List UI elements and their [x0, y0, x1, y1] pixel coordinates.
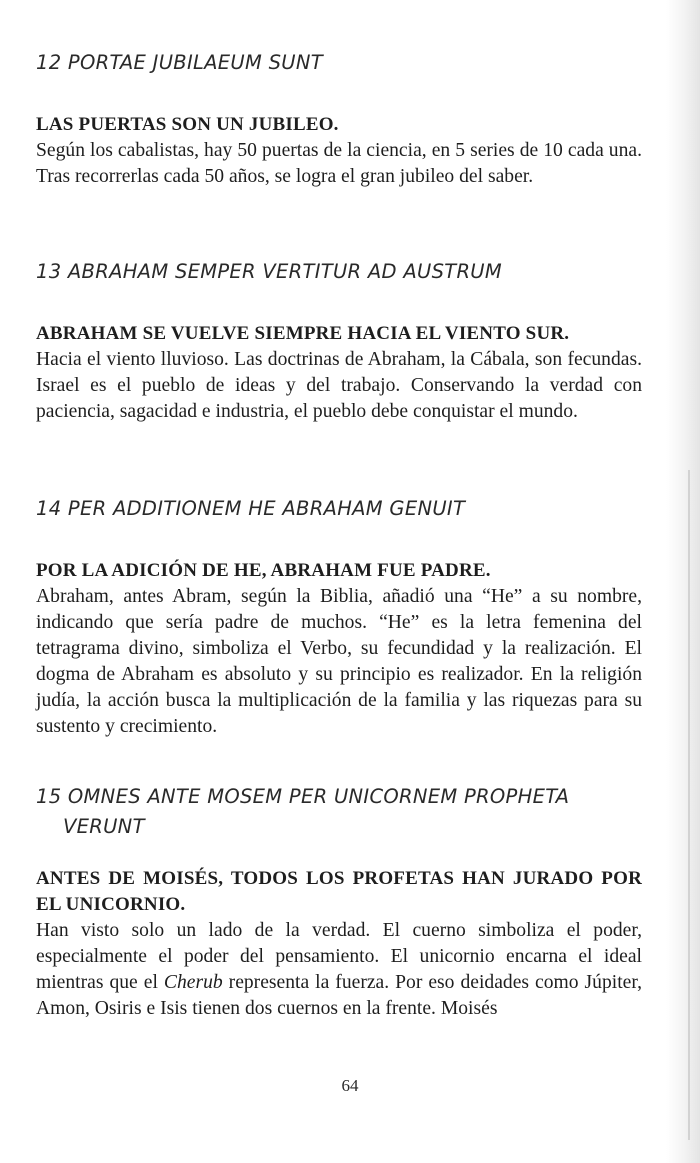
latin-title: 14 PER ADDITIONEM HE ABRAHAM GENUIT	[36, 497, 466, 520]
page-number: 64	[341, 1076, 359, 1095]
latin-title: 13 ABRAHAM SEMPER VERTITUR AD AUSTRUM	[36, 260, 502, 283]
body-text-italic-cherub: Cherub	[163, 972, 223, 993]
section-15	[36, 782, 642, 1022]
section-body: Según los cabalistas, hay 50 puertas de la ciencia, en 5 series de 10 cada una. Tras recorrerlas cada 50 años, se logra el gran jubileo del saber.	[36, 140, 642, 187]
section-body: Abraham, antes Abram, según la Biblia, añadió una “He” a su nombre, indicando que sería padre de muchos. “He” es la letra femenina del tetragrama divino, simboliza el Verbo, su fecundidad y la realización. El dogma de Abraham es absoluto y su principio es realizador. En la religión judía, la acción busca la multiplicación de la familia y las riquezas para su sustento y crecimiento.	[36, 586, 642, 737]
section-heading: POR LA ADICIÓN DE HE, ABRAHAM FUE PADRE.	[36, 560, 491, 581]
body-text-part-1: Han visto solo un lado de la verdad. El cuerno simboliza el poder, especialmente el poder del pensamiento. El unicornio encarna el ideal mientras que el	[36, 920, 642, 993]
latin-title	[36, 782, 642, 842]
section-heading: ANTES DE MOISÉS, TODOS LOS PROFETAS HAN JURADO POR EL UNICORNIO.	[36, 868, 642, 915]
latin-title-line-2: VERUNT	[63, 815, 145, 838]
body-text-part-2: representa la fuerza. Por eso deidades como Júpiter, Amon, Osiris e Isis tienen dos cuernos en la frente. Moisés	[36, 972, 642, 1019]
section-13	[36, 257, 642, 425]
section-body: Hacia el viento lluvioso. Las doctrinas de Abraham, la Cábala, son fecundas. Israel es el pueblo de ideas y del trabajo. Conservando la verdad con paciencia, sagacidad e industria, el pueblo debe conquistar el mundo.	[36, 349, 642, 422]
section-heading: ABRAHAM SE VUELVE SIEMPRE HACIA EL VIENTO SUR.	[36, 323, 570, 344]
section-14	[36, 494, 642, 740]
section-12	[36, 48, 642, 190]
section-body	[36, 918, 642, 1022]
section-heading: LAS PUERTAS SON UN JUBILEO.	[36, 114, 339, 135]
latin-title-line-1: 15 OMNES ANTE MOSEM PER UNICORNEM PROPHETA	[36, 785, 570, 808]
page-edge-shadow	[666, 0, 700, 1163]
latin-title: 12 PORTAE JUBILAEUM SUNT	[36, 51, 323, 74]
